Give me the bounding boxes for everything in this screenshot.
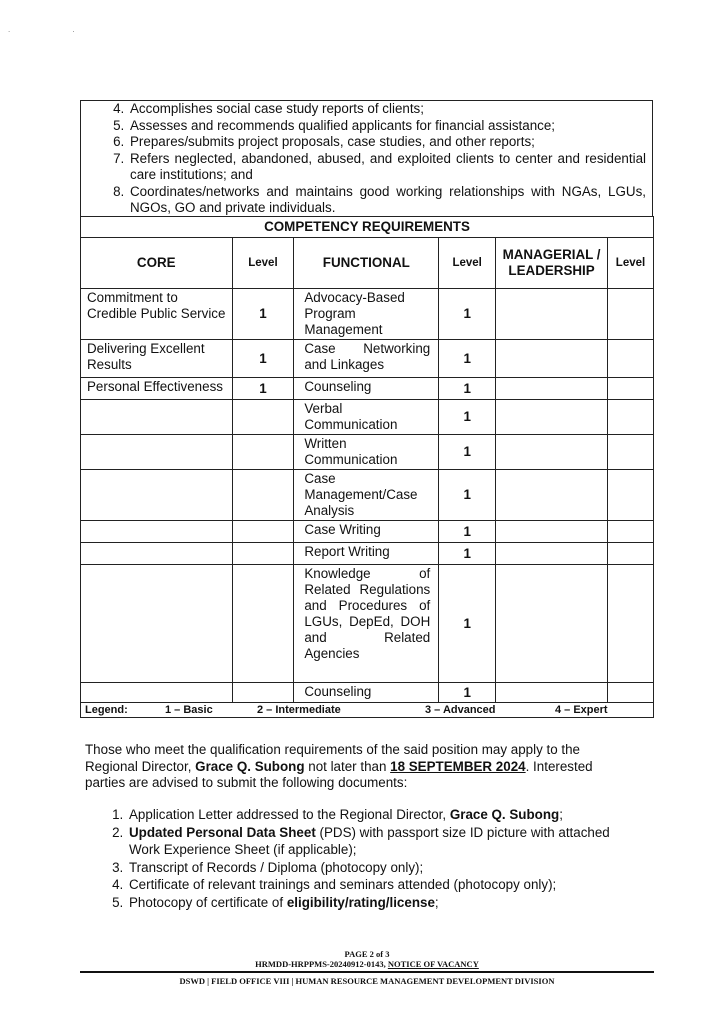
application-paragraph bbox=[85, 742, 630, 792]
duties-list bbox=[81, 101, 646, 217]
core-level bbox=[232, 435, 294, 470]
core-level: 1 bbox=[232, 378, 294, 400]
managerial-competency bbox=[496, 400, 608, 435]
functional-level: 1 bbox=[439, 521, 496, 543]
table-title-row bbox=[81, 217, 654, 238]
legend-advanced: 3 – Advanced bbox=[425, 704, 496, 716]
document-item: 4. Certificate of relevant trainings and seminars attended (photocopy only); bbox=[127, 876, 635, 894]
functional-competency: Written Communication bbox=[294, 435, 439, 470]
managerial-level bbox=[608, 400, 654, 435]
managerial-level bbox=[608, 289, 654, 340]
page-number: PAGE 2 of 3 bbox=[344, 949, 390, 959]
application-text: not later than bbox=[304, 758, 391, 774]
managerial-competency bbox=[496, 470, 608, 521]
director-name: Grace Q. Subong bbox=[195, 758, 305, 774]
managerial-level bbox=[608, 543, 654, 565]
office-line: DSWD | FIELD OFFICE VIII | HUMAN RESOURCE MANAGEMENT DEVELOPMENT DIVISION bbox=[179, 975, 555, 986]
director-name: Grace Q. Subong bbox=[449, 807, 560, 822]
application-text: Those who meet the qualification requirements of the said position may apply to the Regional Director, bbox=[85, 742, 580, 774]
document-item: 3. Transcript of Records / Diploma (photocopy only); bbox=[127, 859, 635, 877]
table-row bbox=[81, 470, 654, 521]
document-text: Photocopy of certificate of bbox=[129, 894, 287, 910]
level-header: Level bbox=[608, 238, 654, 289]
functional-level: 1 bbox=[439, 378, 496, 400]
core-competency bbox=[81, 470, 233, 521]
core-level: 1 bbox=[232, 340, 294, 378]
competency-table bbox=[80, 216, 654, 718]
table-row bbox=[81, 435, 654, 470]
table-row bbox=[81, 543, 654, 565]
table-row bbox=[81, 340, 654, 378]
core-competency bbox=[81, 683, 233, 703]
core-competency: Delivering Excellent Results bbox=[81, 340, 233, 378]
core-competency: Commitment to Credible Public Service bbox=[81, 289, 233, 340]
duty-item: 5. Assesses and recommends qualified applicants for financial assistance; bbox=[128, 118, 646, 135]
application-text: . Interested parties are advised to submit the following documents: bbox=[85, 758, 593, 790]
managerial-level bbox=[608, 435, 654, 470]
managerial-level bbox=[608, 521, 654, 543]
document-item bbox=[127, 894, 635, 912]
eligibility-label: eligibility/rating/license bbox=[286, 894, 435, 910]
duty-item: 6. Prepares/submits project proposals, case studies, and other reports; bbox=[128, 134, 646, 151]
functional-competency: Case Writing bbox=[294, 521, 439, 543]
functional-level: 1 bbox=[439, 683, 496, 703]
notice-of-vacancy: NOTICE OF VACANCY bbox=[387, 959, 479, 969]
core-competency: Personal Effectiveness bbox=[81, 378, 233, 400]
managerial-competency bbox=[496, 378, 608, 400]
legend-row bbox=[81, 703, 654, 718]
deadline-date: 18 SEPTEMBER 2024 bbox=[390, 758, 526, 774]
functional-competency: Verbal Communication bbox=[294, 400, 439, 435]
managerial-level bbox=[608, 378, 654, 400]
managerial-competency bbox=[496, 521, 608, 543]
functional-level: 1 bbox=[439, 435, 496, 470]
legend bbox=[81, 703, 654, 718]
document-item bbox=[127, 824, 635, 859]
managerial-competency bbox=[496, 289, 608, 340]
managerial-competency bbox=[496, 683, 608, 703]
duty-item: 8. Coordinates/networks and maintains good working relationships with NGAs, LGUs, NGOs, GO and private individuals. bbox=[128, 184, 646, 217]
managerial-competency bbox=[496, 565, 608, 683]
managerial-competency bbox=[496, 435, 608, 470]
table-row bbox=[81, 400, 654, 435]
functional-level: 1 bbox=[439, 543, 496, 565]
core-competency bbox=[81, 400, 233, 435]
table-row bbox=[81, 289, 654, 340]
core-level bbox=[232, 470, 294, 521]
core-level bbox=[232, 683, 294, 703]
managerial-level bbox=[608, 683, 654, 703]
legend-intermediate: 2 – Intermediate bbox=[257, 704, 341, 716]
table-row bbox=[81, 683, 654, 703]
functional-competency: Report Writing bbox=[294, 543, 439, 565]
managerial-header: MANAGERIAL / LEADERSHIP bbox=[496, 238, 608, 289]
core-competency bbox=[81, 521, 233, 543]
pds-label: Updated Personal Data Sheet bbox=[129, 824, 316, 840]
document-text: (PDS) with passport size ID picture with attached Work Experience Sheet (if applicable); bbox=[129, 824, 610, 857]
functional-competency: Case Management/Case Analysis bbox=[294, 470, 439, 521]
legend-label: Legend: bbox=[85, 704, 128, 716]
reference-code: HRMDD-HRPPMS-20240912-0143, bbox=[255, 959, 388, 969]
functional-level: 1 bbox=[439, 340, 496, 378]
page-footer bbox=[80, 949, 654, 986]
functional-competency: Counseling bbox=[294, 378, 439, 400]
duty-item: 4. Accomplishes social case study reports of clients; bbox=[128, 101, 646, 118]
document-item bbox=[127, 806, 635, 824]
table-header-row bbox=[81, 238, 654, 289]
managerial-level bbox=[608, 565, 654, 683]
managerial-competency bbox=[496, 340, 608, 378]
level-header: Level bbox=[232, 238, 294, 289]
managerial-level bbox=[608, 340, 654, 378]
functional-level: 1 bbox=[439, 400, 496, 435]
level-header: Level bbox=[439, 238, 496, 289]
functional-competency: Counseling bbox=[294, 683, 439, 703]
core-competency bbox=[81, 565, 233, 683]
footer-divider bbox=[80, 971, 654, 973]
core-header: CORE bbox=[81, 238, 233, 289]
duty-item: 7. Refers neglected, abandoned, abused, and exploited clients to center and residential care institutions; and bbox=[128, 151, 646, 184]
document-text: Application Letter addressed to the Regional Director, bbox=[129, 807, 450, 822]
managerial-competency bbox=[496, 543, 608, 565]
table-row bbox=[81, 378, 654, 400]
scan-specks: . . bbox=[8, 25, 105, 34]
core-level bbox=[232, 521, 294, 543]
core-competency bbox=[81, 435, 233, 470]
table-row bbox=[81, 521, 654, 543]
functional-competency: Case Networking and Linkages bbox=[294, 340, 439, 378]
legend-basic: 1 – Basic bbox=[165, 704, 213, 716]
reference-line bbox=[80, 959, 654, 969]
duties-box bbox=[80, 100, 653, 217]
legend-expert: 4 – Expert bbox=[555, 704, 608, 716]
functional-competency: Knowledge of Related Regulations and Procedures of LGUs, DepEd, DOH and Related Agencies bbox=[294, 565, 439, 683]
table-row bbox=[81, 565, 654, 683]
documents-list bbox=[85, 806, 635, 911]
functional-level: 1 bbox=[439, 565, 496, 683]
core-level bbox=[232, 400, 294, 435]
functional-competency: Advocacy-Based Program Management bbox=[294, 289, 439, 340]
competency-title: COMPETENCY REQUIREMENTS bbox=[81, 217, 654, 238]
functional-header: FUNCTIONAL bbox=[294, 238, 439, 289]
functional-level: 1 bbox=[439, 470, 496, 521]
functional-level: 1 bbox=[439, 289, 496, 340]
core-level bbox=[232, 543, 294, 565]
document-text: ; bbox=[559, 807, 563, 822]
core-competency bbox=[81, 543, 233, 565]
managerial-level bbox=[608, 470, 654, 521]
document-text: ; bbox=[434, 894, 439, 910]
core-level: 1 bbox=[232, 289, 294, 340]
core-level bbox=[232, 565, 294, 683]
